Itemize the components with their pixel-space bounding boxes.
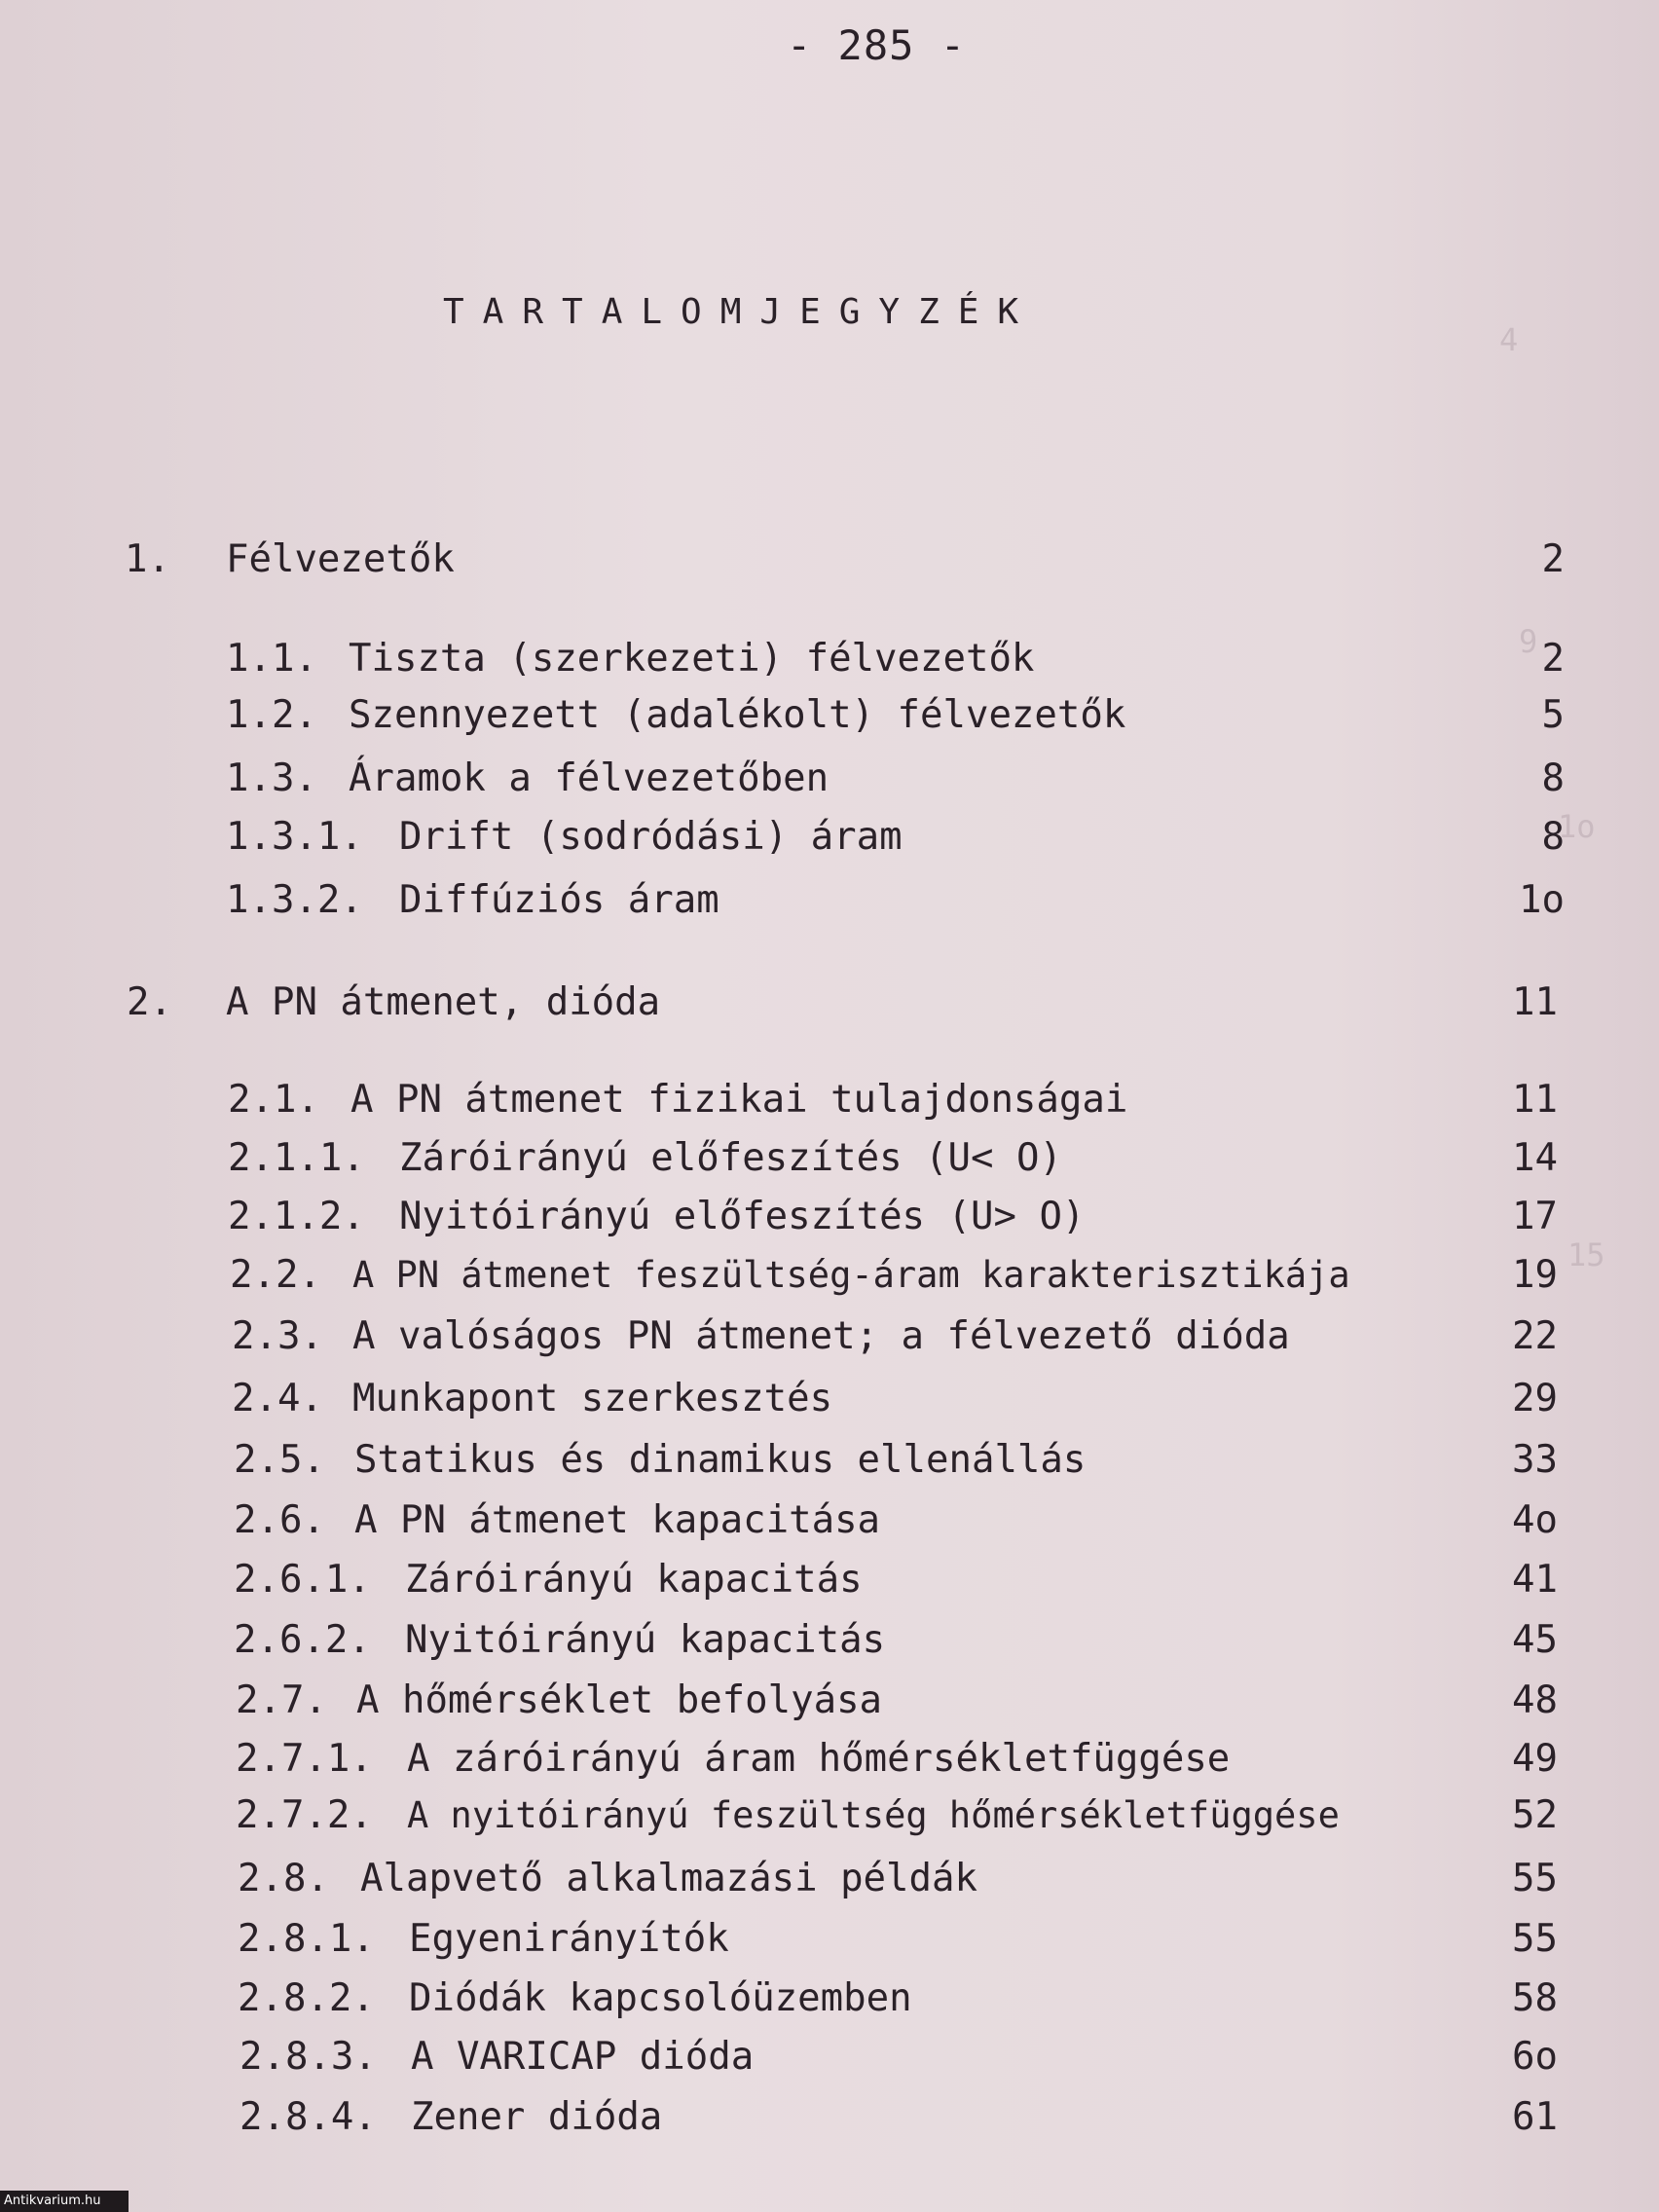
entry-number: 1. [125,537,170,581]
entry-number: 2.8.3. [240,2035,377,2079]
toc-entry [0,2093,1659,2142]
toc-entry [0,876,1659,925]
toc-entry [0,978,1659,1027]
entry-page: 58 [1512,1976,1558,2020]
toc-entry [0,1375,1659,1423]
page-number: - 285 - [786,21,966,69]
entry-number: 2.8.4. [240,2095,377,2139]
entry-title: A PN átmenet feszültség-áram karakterisztikája [352,1254,1350,1296]
entry-title: A PN átmenet kapacitása [354,1498,881,1542]
entry-number: 2.5. [234,1438,325,1482]
entry-title: Záróirányú előfeszítés (U< O) [399,1136,1062,1180]
toc-entry [0,1076,1659,1124]
entry-number: 1.3. [226,756,317,800]
toc-entry [0,1855,1659,1903]
entry-number: 2.3. [232,1314,323,1358]
entry-title: A hőmérséklet befolyása [356,1678,883,1722]
entry-title: Zener dióda [411,2095,663,2139]
toc-entry [0,1312,1659,1361]
entry-title: Egyenirányítók [409,1917,729,1961]
entry-number: 2.6.1. [234,1558,371,1602]
entry-page: 1o [1519,878,1565,922]
toc-entry [0,1616,1659,1665]
entry-page: 29 [1512,1377,1558,1420]
bleed-through-texture: 1o [1558,808,1596,845]
entry-number: 2.7.1. [236,1737,373,1781]
entry-page: 41 [1512,1558,1558,1602]
entry-page: 5 [1541,693,1565,737]
bleed-through-texture: 4 [1499,321,1519,358]
toc-entry [0,1677,1659,1725]
entry-title: Diffúziós áram [399,878,719,922]
toc-entry [0,1193,1659,1241]
entry-number: 2.1. [228,1078,319,1122]
entry-number: 1.2. [226,693,317,737]
entry-title: Alapvető alkalmazási példák [360,1857,977,1900]
entry-page: 8 [1541,815,1565,859]
entry-number: 2.8.1. [238,1917,375,1961]
entry-page: 55 [1512,1917,1558,1961]
entry-page: 11 [1512,1078,1558,1122]
entry-number: 2.8.2. [238,1976,375,2020]
entry-page: 6o [1512,2035,1558,2079]
toc-entry [0,635,1659,683]
bleed-through-texture: 15 [1567,1236,1605,1273]
entry-title: Záróirányú kapacitás [405,1558,863,1602]
entry-number: 2.2. [230,1253,321,1297]
entry-title: Félvezetők [226,537,455,581]
toc-entry [0,1556,1659,1604]
entry-number: 2.1.1. [228,1136,365,1180]
entry-page: 49 [1512,1737,1558,1781]
entry-title: Munkapont szerkesztés [352,1377,833,1420]
watermark-footer: Antikvarium.hu [0,2191,129,2212]
entry-title: Drift (sodródási) áram [399,815,903,859]
entry-page: 19 [1512,1253,1558,1297]
entry-title: Áramok a félvezetőben [349,756,830,800]
entry-page: 61 [1512,2095,1558,2139]
toc-entry [0,1496,1659,1545]
entry-title: A PN átmenet, dióda [226,980,661,1024]
entry-page: 8 [1541,756,1565,800]
entry-page: 52 [1512,1793,1558,1837]
entry-page: 11 [1512,980,1558,1024]
toc-heading: TARTALOMJEGYZÉK [443,292,1038,332]
toc-entry [0,2033,1659,2082]
entry-title: A VARICAP dióda [411,2035,755,2079]
toc-entry [0,1251,1659,1300]
bleed-through-texture: 9 [1519,623,1538,660]
entry-page: 33 [1512,1438,1558,1482]
entry-page: 48 [1512,1678,1558,1722]
toc-entry [0,1134,1659,1183]
entry-number: 2.4. [232,1377,323,1420]
toc-entry [0,813,1659,862]
entry-title: Tiszta (szerkezeti) félvezetők [349,637,1035,681]
toc-entry [0,755,1659,803]
toc-entry [0,691,1659,740]
entry-page: 45 [1512,1618,1558,1662]
entry-page: 14 [1512,1136,1558,1180]
entry-title: Nyitóirányú előfeszítés (U> O) [399,1195,1086,1238]
entry-title: Statikus és dinamikus ellenállás [354,1438,1087,1482]
entry-title: A PN átmenet fizikai tulajdonságai [350,1078,1128,1122]
entry-title: A záróirányú áram hőmérsékletfüggése [407,1737,1231,1781]
toc-entry [0,1791,1659,1840]
entry-number: 2.6. [234,1498,325,1542]
entry-title: Diódák kapcsolóüzemben [409,1976,912,2020]
entry-number: 1.1. [226,637,317,681]
entry-number: 2.1.2. [228,1195,365,1238]
entry-number: 1.3.2. [226,878,363,922]
entry-page: 2 [1541,537,1565,581]
entry-number: 2.7. [236,1678,327,1722]
entry-page: 4o [1512,1498,1558,1542]
entry-page: 55 [1512,1857,1558,1900]
entry-page: 17 [1512,1195,1558,1238]
entry-number: 2.7.2. [236,1793,373,1837]
entry-title: Nyitóirányú kapacitás [405,1618,886,1662]
toc-entry [0,1735,1659,1784]
entry-title: Szennyezett (adalékolt) félvezetők [349,693,1126,737]
entry-number: 2.8. [238,1857,329,1900]
entry-title: A valóságos PN átmenet; a félvezető dióda [352,1314,1290,1358]
entry-number: 1.3.1. [226,815,363,859]
entry-number: 2. [127,980,172,1024]
toc-entry [0,1915,1659,1964]
entry-title: A nyitóirányú feszültség hőmérsékletfüggése [407,1794,1340,1836]
toc-entry [0,1436,1659,1485]
entry-number: 2.6.2. [234,1618,371,1662]
toc-entry [0,535,1659,584]
entry-page: 2 [1541,637,1565,681]
toc-entry [0,1974,1659,2023]
entry-page: 22 [1512,1314,1558,1358]
